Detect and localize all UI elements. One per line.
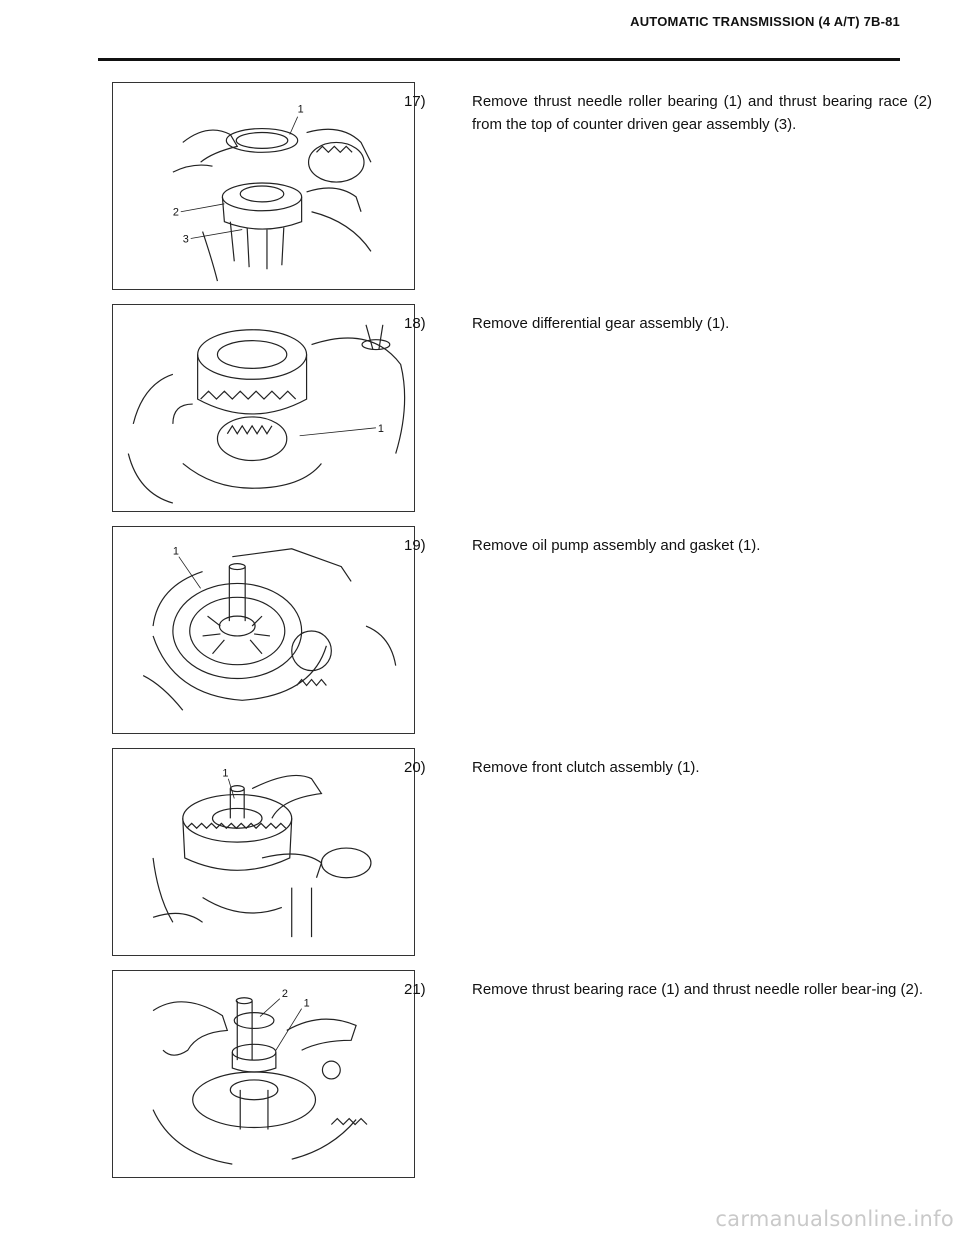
header-divider <box>98 58 900 61</box>
illustration-thrust-race <box>113 971 414 1177</box>
figure-differential-gear-removal <box>112 304 415 512</box>
callout-1: 1 <box>377 422 384 435</box>
step-text <box>404 534 932 557</box>
step-number: 21) <box>404 981 426 998</box>
step-number: 17) <box>404 93 426 110</box>
step-number: 20) <box>404 759 426 776</box>
callout-1: 1 <box>222 767 229 780</box>
callout-1: 1 <box>303 997 310 1010</box>
step-text <box>404 756 932 779</box>
figure-thrust-bearing-removal <box>112 82 415 290</box>
step-text <box>404 312 932 335</box>
illustration-oil-pump <box>113 527 414 733</box>
illustration-front-clutch <box>113 749 414 955</box>
figure-oil-pump-removal <box>112 526 415 734</box>
step-number: 19) <box>404 537 426 554</box>
step-text <box>404 90 932 136</box>
step-instruction: Remove front clutch assembly (1). <box>472 759 700 776</box>
callout-1: 1 <box>297 103 304 116</box>
callout-1: 1 <box>172 545 179 558</box>
watermark: carmanualsonline.info <box>715 1207 954 1231</box>
figure-front-clutch-removal <box>112 748 415 956</box>
illustration-differential-gear <box>113 305 414 511</box>
page-header-title: AUTOMATIC TRANSMISSION (4 A/T) 7B-81 <box>630 14 900 29</box>
step-instruction: Remove thrust bearing race (1) and thrust needle roller bear-ing (2). <box>472 981 924 998</box>
illustration-thrust-bearing <box>113 83 414 289</box>
step-instruction: Remove thrust needle roller bearing (1) and thrust bearing race (2) from the top of counter driven gear assembly (3). <box>472 93 932 133</box>
step-number: 18) <box>404 315 426 332</box>
step-instruction: Remove differential gear assembly (1). <box>472 315 730 332</box>
callout-3: 3 <box>182 233 189 246</box>
step-text <box>404 978 932 1001</box>
figure-thrust-race-removal <box>112 970 415 1178</box>
step-instruction: Remove oil pump assembly and gasket (1). <box>472 537 761 554</box>
callout-2: 2 <box>172 206 179 219</box>
callout-2: 2 <box>281 987 288 1000</box>
